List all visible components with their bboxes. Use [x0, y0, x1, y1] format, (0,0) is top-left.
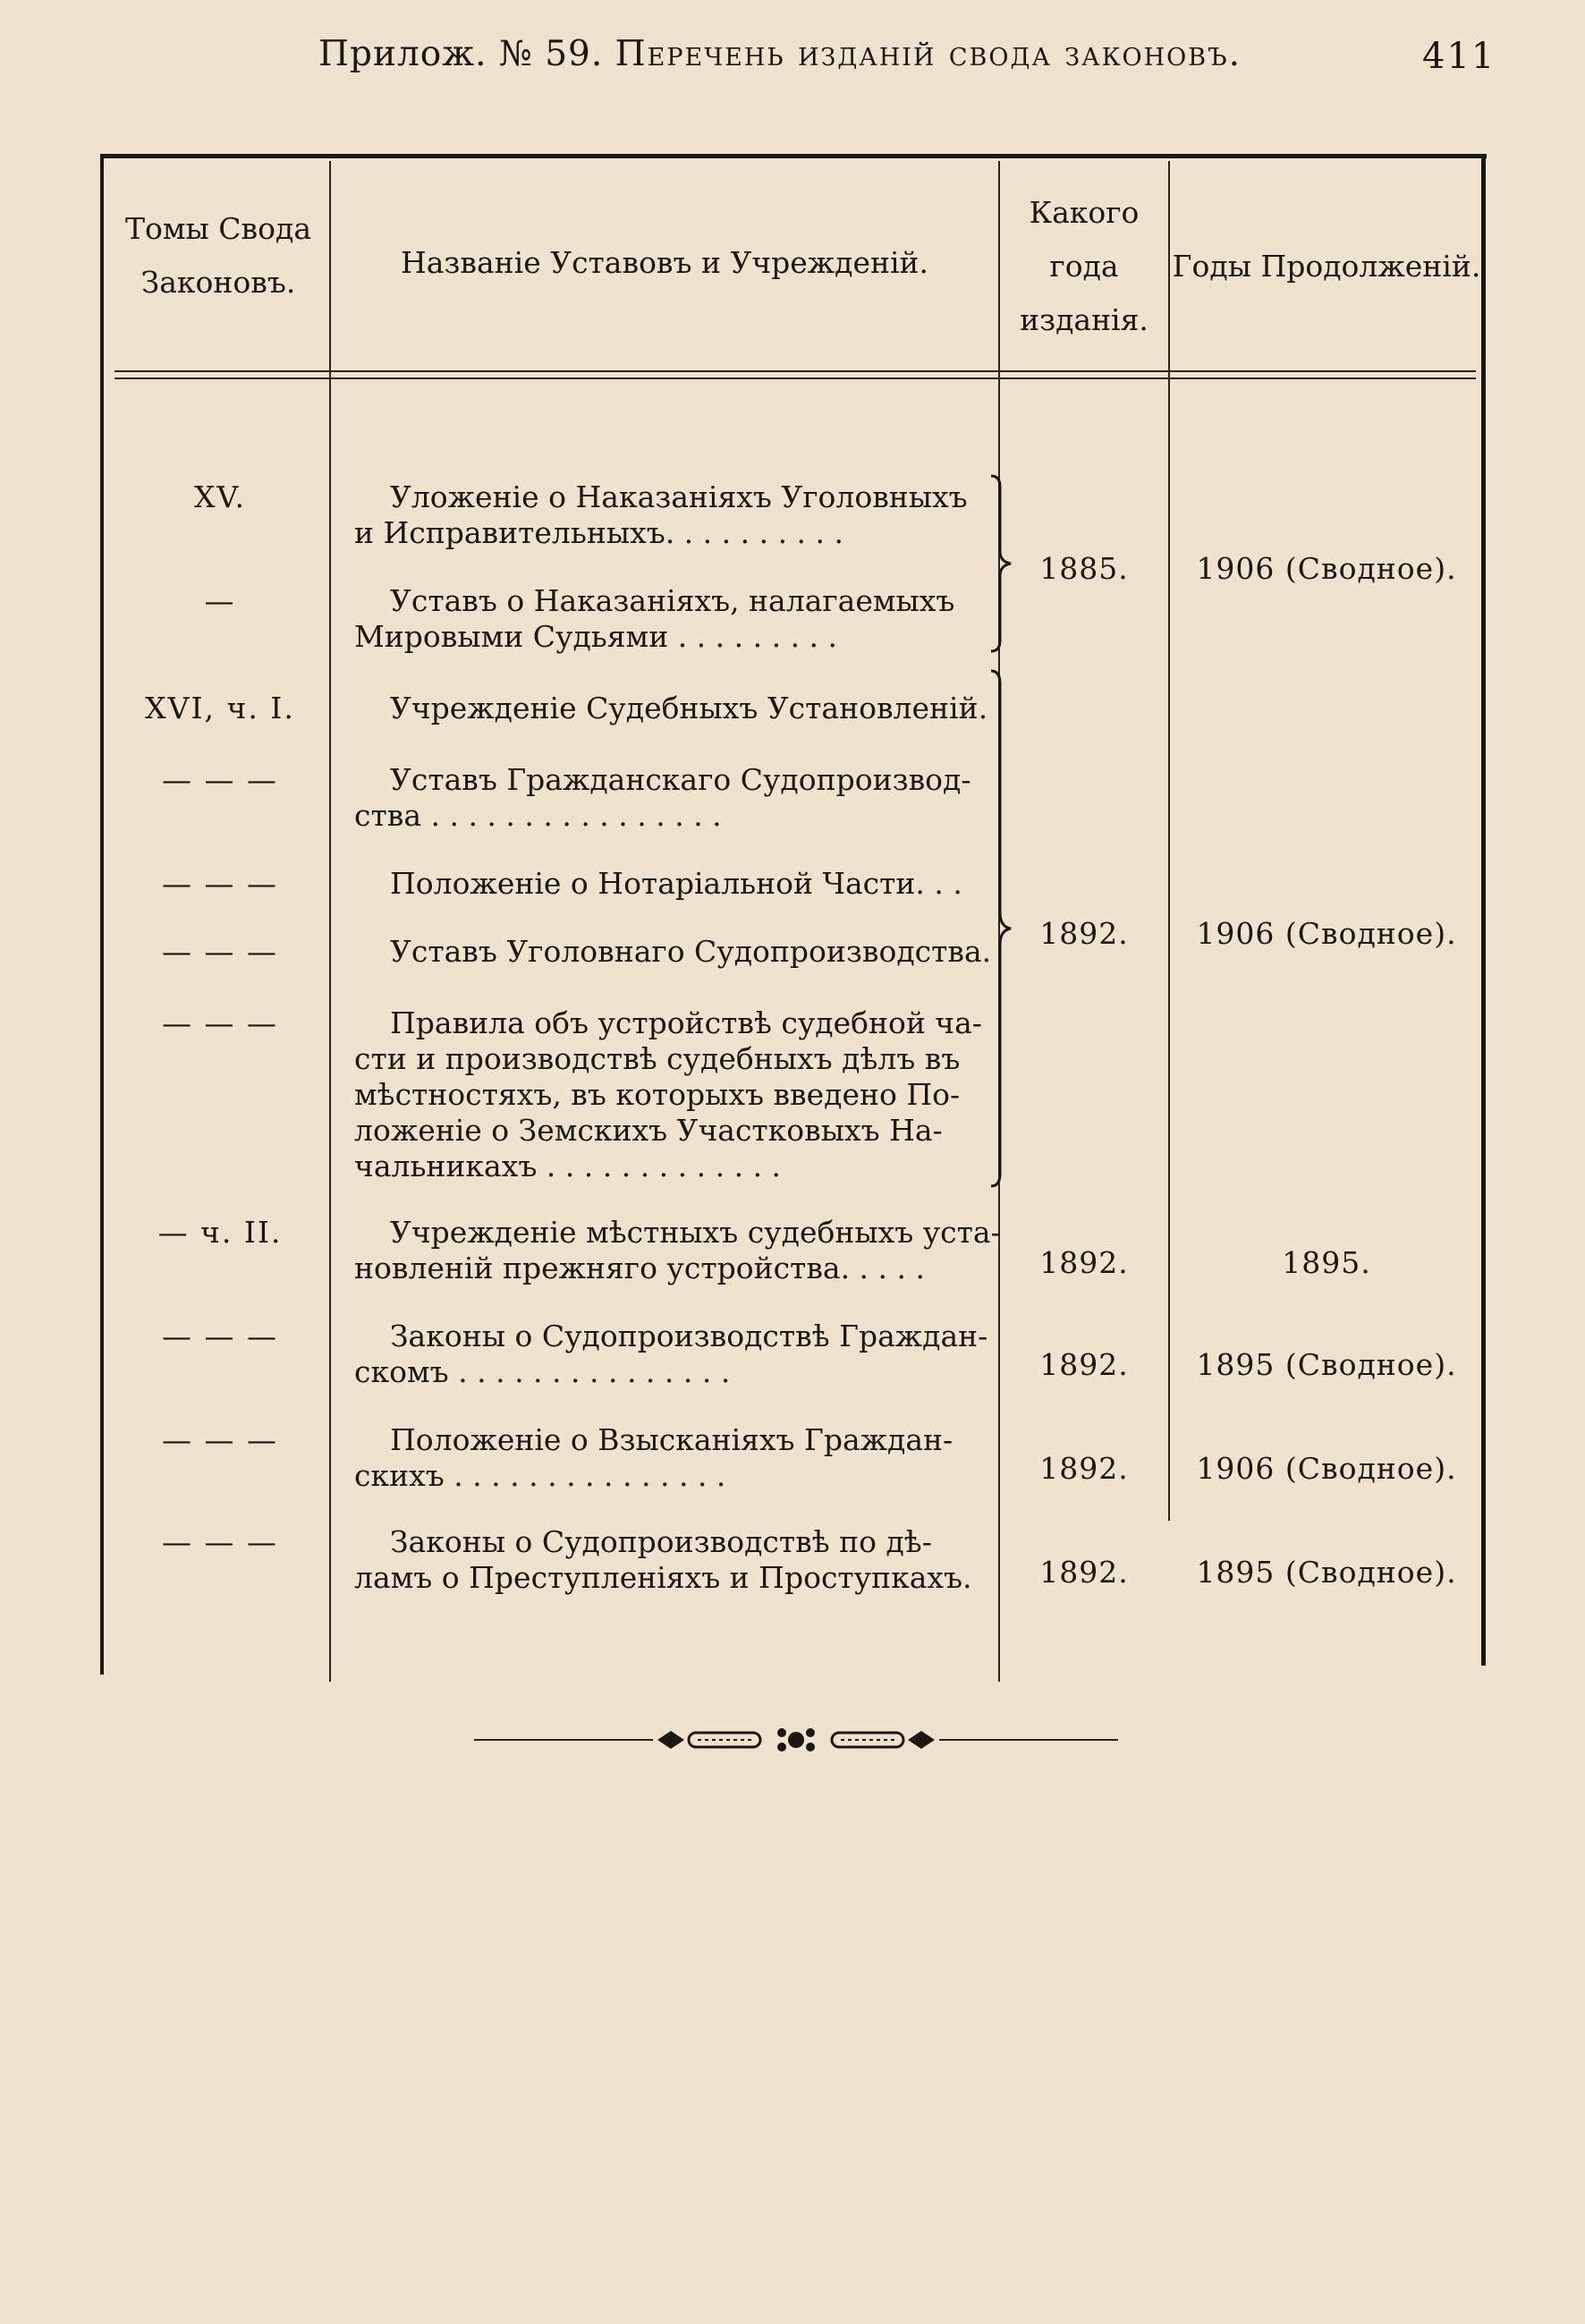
group-edition-year: 1885.	[1039, 551, 1129, 586]
statute-title: Уставъ Уголовнаго Судопроизводства.	[390, 934, 992, 969]
curly-brace-icon	[987, 474, 1023, 653]
table-top-rule	[100, 154, 1487, 158]
column-divider	[329, 161, 331, 1682]
volume-cell: XV.	[193, 479, 247, 514]
volume-cell: — — —	[162, 1524, 278, 1559]
volume-cell: — — —	[162, 1005, 278, 1040]
edition-year: 1892.	[1039, 1245, 1129, 1280]
statute-title: Уставъ Гражданскаго Судопроизвод- ства . . . . . . . . . . . . . . . .	[354, 762, 971, 833]
statute-title: Учрежденіе мѣстныхъ судебныхъ уста- новленій прежняго устройства. . . . .	[354, 1215, 1001, 1285]
edition-year: 1892.	[1039, 1347, 1129, 1382]
volume-cell: — ч. II.	[157, 1215, 283, 1250]
column-divider	[1168, 161, 1170, 1521]
running-header	[318, 34, 1293, 74]
statute-title: Уставъ о Наказаніяхъ, налагаемыхъ Мировыми Судьями . . . . . . . . .	[354, 583, 955, 654]
volume-cell: —	[204, 583, 236, 618]
ornament-divider-icon	[474, 1722, 1118, 1758]
volume-cell: — — —	[162, 762, 278, 797]
appendix-label: Прилож. № 59.	[318, 34, 604, 74]
column-header-edition-year: Какого года изданія.	[1020, 195, 1148, 337]
column-header-title: Названіе Уставовъ и Учрежденій.	[400, 245, 929, 280]
column-header-continuation-years: Годы Продолженій.	[1172, 249, 1481, 284]
statute-title: Правила объ устройствѣ судебной ча- сти и производствѣ судебныхъ дѣлъ въ мѣстностяхъ, въ которыхъ введено По- ложеніе о Земскихъ Участковыхъ На- чальникахъ . . . . . . . . . . . . .	[354, 1005, 982, 1183]
continuation-years: 1895 (Сводное).	[1196, 1347, 1457, 1382]
table-left-rule	[100, 154, 104, 1675]
statute-title: Учрежденіе Судебныхъ Установленій.	[390, 691, 988, 725]
group-continuation-years: 1906 (Сводное).	[1196, 916, 1457, 951]
statute-title: Положеніе о Взысканіяхъ Граждан- скихъ . . . . . . . . . . . . . . .	[354, 1422, 954, 1493]
edition-year: 1892.	[1039, 1555, 1129, 1590]
edition-year: 1892.	[1039, 1451, 1129, 1486]
volume-cell: XVI, ч. I.	[145, 691, 295, 725]
header-title-text: Перечень изданій свода законовъ.	[615, 34, 1242, 74]
header-double-rule	[114, 370, 1476, 372]
volume-cell: — — —	[162, 866, 278, 901]
column-header-volumes: Томы Свода Законовъ.	[125, 211, 311, 300]
continuation-years: 1895.	[1282, 1245, 1371, 1280]
header-double-rule	[114, 377, 1476, 379]
curly-brace-icon	[987, 669, 1023, 1188]
statute-title: Законы о Судопроизводствѣ Граждан- скомъ . . . . . . . . . . . . . . .	[354, 1319, 988, 1389]
volume-cell: — — —	[162, 1319, 278, 1353]
volume-cell: — — —	[162, 1422, 278, 1457]
continuation-years: 1906 (Сводное).	[1196, 1451, 1457, 1486]
statute-title: Законы о Судопроизводствѣ по дѣ- ламъ о Преступленіяхъ и Проступкахъ.	[354, 1524, 972, 1595]
statute-title: Положеніе о Нотаріальной Части. . .	[390, 866, 962, 901]
table-right-rule	[1481, 154, 1486, 1666]
continuation-years: 1895 (Сводное).	[1196, 1555, 1457, 1590]
statute-title: Уложеніе о Наказаніяхъ Уголовныхъ и Исправительныхъ. . . . . . . . . .	[354, 479, 968, 550]
group-edition-year: 1892.	[1039, 916, 1129, 951]
page-number: 411	[1422, 36, 1496, 77]
group-continuation-years: 1906 (Сводное).	[1196, 551, 1457, 586]
volume-cell: — — —	[162, 934, 278, 969]
